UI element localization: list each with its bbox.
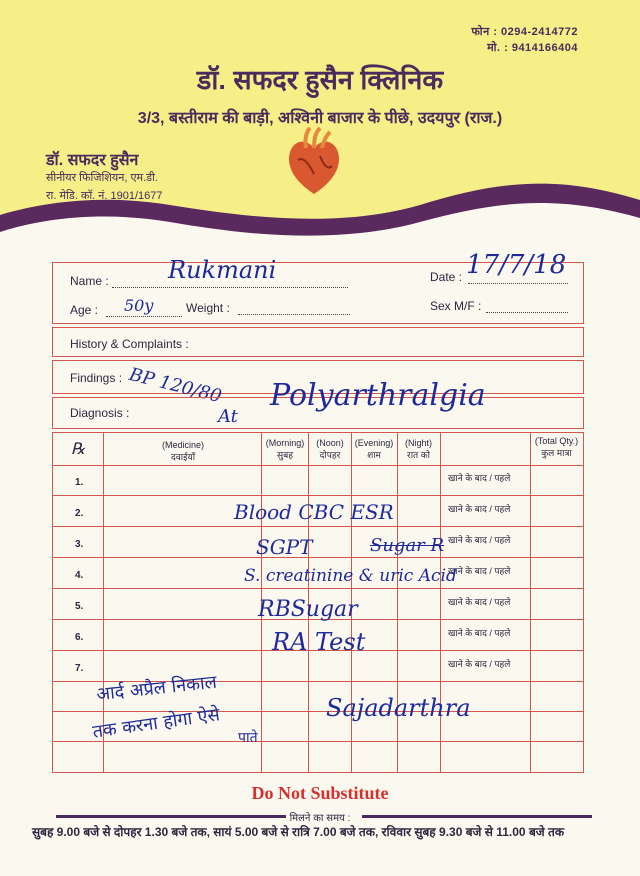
row-number: 3. bbox=[75, 539, 84, 550]
meal-instruction: खाने के बाद / पहले bbox=[448, 504, 511, 514]
weight-line bbox=[238, 314, 350, 315]
meal-instruction: खाने के बाद / पहले bbox=[448, 597, 511, 607]
row-divider bbox=[53, 557, 583, 558]
header-noon-en: (Noon) bbox=[316, 438, 344, 448]
header-morning-en: (Morning) bbox=[265, 438, 305, 448]
header-medicine-hi: दवाईयाँ bbox=[170, 452, 196, 462]
row-number: 7. bbox=[75, 663, 84, 674]
date-value: 17/7/18 bbox=[466, 250, 567, 280]
meal-instruction: खाने के बाद / पहले bbox=[448, 659, 511, 669]
handwritten-line: S. creatinine & uric Acid bbox=[244, 566, 457, 586]
row-divider bbox=[53, 741, 583, 742]
handwritten-hindi: तक करना होगा ऐसे bbox=[91, 704, 222, 743]
findings-label: Findings : bbox=[70, 371, 123, 385]
handwritten-line: RBSugar bbox=[258, 597, 358, 622]
clinic-address: 3/3, बस्तीराम की बाड़ी, अश्विनी बाजार के पीछे, उदयपुर (राज.) bbox=[137, 110, 503, 127]
clinic-name: डॉ. सफदर हुसैन क्लिनिक bbox=[196, 65, 444, 95]
header-evening-en: (Evening) bbox=[354, 438, 394, 448]
row-number: 1. bbox=[75, 477, 84, 488]
diagnosis-label: Diagnosis : bbox=[70, 406, 130, 420]
doctor-registration: रा. मेडि. कॉ. नं. 1901/1677 bbox=[46, 190, 163, 202]
header-night-en: (Night) bbox=[404, 438, 432, 448]
header-total-en: (Total Qty.) bbox=[534, 436, 579, 446]
handwritten-line: SGPT bbox=[256, 535, 313, 559]
findings-value: BP 120/80 bbox=[126, 364, 224, 408]
do-not-substitute: Do Not Substitute bbox=[251, 783, 389, 803]
header-total bbox=[530, 435, 583, 459]
row-divider bbox=[53, 526, 583, 527]
age-label: Age : bbox=[70, 303, 99, 317]
row-divider bbox=[53, 495, 583, 496]
meal-instruction: खाने के बाद / पहले bbox=[448, 566, 511, 576]
doctor-name: डॉ. सफदर हुसैन bbox=[46, 152, 139, 169]
meal-instruction: खाने के बाद / पहले bbox=[448, 535, 511, 545]
name-value: Rukmani bbox=[168, 256, 277, 284]
sex-label: Sex M/F : bbox=[430, 299, 482, 313]
name-line bbox=[112, 287, 348, 288]
handwritten-hindi: आर्द अप्रैल निकाल bbox=[95, 671, 218, 706]
header-evening bbox=[351, 437, 397, 461]
sex-line bbox=[486, 312, 568, 313]
header-morning-hi: सुबह bbox=[276, 450, 293, 460]
header-night-hi: रात को bbox=[407, 450, 430, 460]
heart-icon bbox=[284, 126, 344, 198]
handwritten-hindi: पाते bbox=[238, 730, 258, 746]
row-number: 4. bbox=[75, 570, 84, 581]
header-evening-hi: शाम bbox=[367, 450, 381, 460]
name-label: Name : bbox=[70, 274, 109, 288]
header-noon bbox=[308, 437, 352, 461]
mobile-number: मो. : 9414166404 bbox=[487, 42, 578, 54]
header-noon-hi: दोपहर bbox=[319, 450, 341, 460]
header-night bbox=[397, 437, 440, 461]
handwritten-line: RA Test bbox=[272, 628, 366, 656]
column-divider bbox=[530, 433, 531, 772]
phone-number: फोन : 0294-2414772 bbox=[471, 26, 578, 38]
meal-instruction: खाने के बाद / पहले bbox=[448, 473, 511, 483]
doctor-qualification: सीनीयर फिजिशियन, एम.डी. bbox=[46, 172, 158, 184]
date-line bbox=[468, 283, 568, 284]
diagnosis-value: Polyarthralgia bbox=[270, 378, 486, 413]
timings-title: मिलने का समय : bbox=[289, 813, 351, 824]
history-label: History & Complaints : bbox=[70, 337, 189, 351]
row-divider bbox=[53, 465, 583, 466]
date-label: Date : bbox=[430, 270, 463, 284]
header-medicine-en: (Medicine) bbox=[161, 440, 204, 450]
row-number: 2. bbox=[75, 508, 84, 519]
handwritten-struck: Sugar R bbox=[370, 535, 445, 556]
age-value: 50y bbox=[124, 296, 154, 315]
weight-label: Weight : bbox=[186, 301, 230, 315]
diagnosis-extra: At bbox=[218, 406, 238, 427]
handwritten-line: Blood CBC ESR bbox=[234, 500, 394, 524]
header-morning bbox=[261, 437, 309, 461]
rx-symbol: ℞ bbox=[71, 439, 86, 458]
row-number: 5. bbox=[75, 601, 84, 612]
row-divider bbox=[53, 711, 583, 712]
clinic-timings: सुबह 9.00 बजे से दोपहर 1.30 बजे तक, सायं 5.00 बजे से रात्रि 7.00 बजे तक, रविवार सुबह 9.30 बजे से 11.00 बजे तक bbox=[32, 825, 565, 839]
header-medicine bbox=[123, 439, 243, 463]
header-total-hi: कुल मात्रा bbox=[541, 448, 572, 458]
age-line bbox=[106, 316, 182, 317]
row-divider bbox=[53, 588, 583, 589]
doctor-signature: Sajadarthra bbox=[326, 694, 471, 722]
meal-instruction: खाने के बाद / पहले bbox=[448, 628, 511, 638]
row-number: 6. bbox=[75, 632, 84, 643]
